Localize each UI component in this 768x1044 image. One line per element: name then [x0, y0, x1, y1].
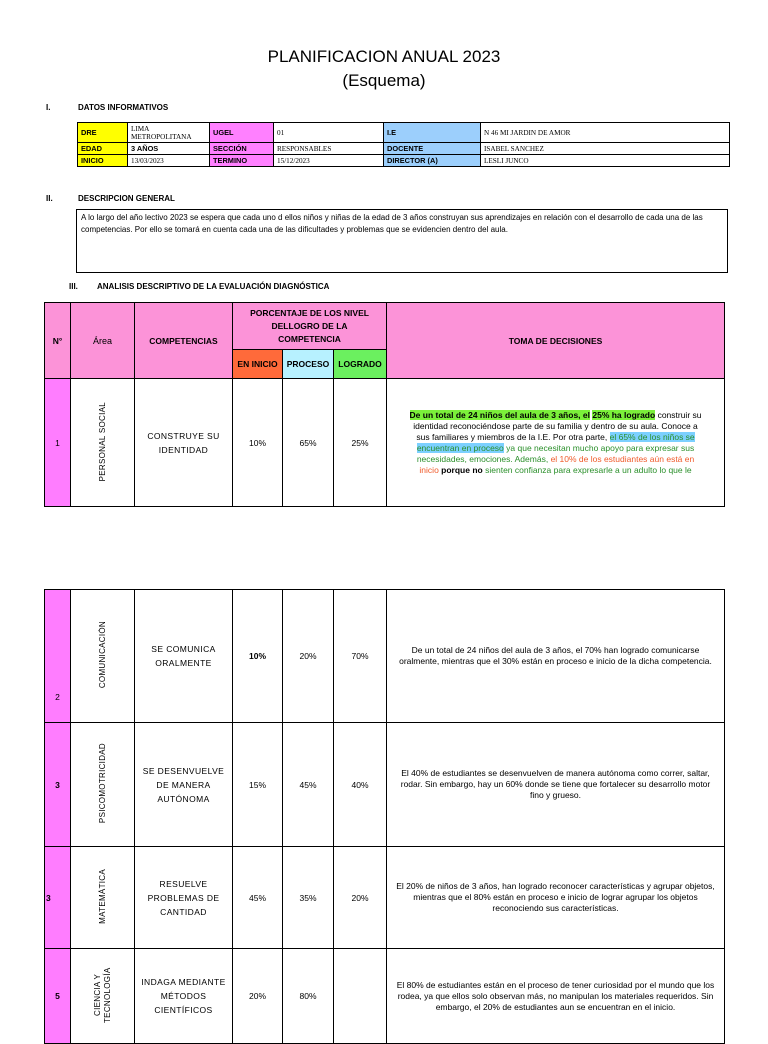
header-toma-decisiones: TOMA DE DECISIONES [387, 303, 725, 379]
datos-informativos-table [77, 122, 730, 167]
row-logrado: 20% [334, 847, 387, 949]
area-label: COMUNICACIÓN [98, 621, 107, 689]
row-num: 3 [45, 847, 71, 949]
analisis-table-2 [44, 589, 725, 1044]
header-proceso: PROCESO [283, 350, 334, 379]
row-logrado [334, 949, 387, 1044]
decision-text-green-2: sienten confianza para expresarle a un adulto lo que le [485, 464, 692, 475]
page-subtitle: (Esquema) [342, 71, 426, 90]
decision-highlight-green-2: 25% ha logrado [592, 409, 656, 420]
row-competencia: INDAGA MEDIANTE MÉTODOS CIENTÍFICOS [135, 949, 233, 1044]
row-logrado: 40% [334, 723, 387, 847]
header-logrado: LOGRADO [334, 350, 387, 379]
row-area [71, 949, 135, 1044]
decision-text: construir su identidad reconociéndose parte de su familia y dentro de su aula. Conoce a sus familiares y miembros de la I.E. Por otra parte, [413, 409, 702, 442]
table-row [45, 949, 725, 1044]
dre-label: DRE [78, 123, 128, 143]
header-en-inicio: EN INICIO [233, 350, 283, 379]
area-label: PERSONAL SOCIAL [98, 401, 107, 482]
row-competencia: SE COMUNICA ORALMENTE [135, 590, 233, 723]
inicio-value: 13/03/2023 [128, 155, 210, 167]
seccion-value: RESPONSABLES [274, 143, 384, 155]
docente-label: DOCENTE [384, 143, 481, 155]
decision-highlight-blue: el 65% de los niños se encuentran en proceso [416, 431, 695, 453]
area-label: CIENCIA Y TECNOLOGÍA [92, 967, 112, 1023]
seccion-label: SECCIÓN [210, 143, 274, 155]
section-1-label: DATOS INFORMATIVOS [78, 103, 169, 112]
row-decision: El 80% de estudiantes están en el proceso de tener curiosidad por el mundo que los rodea, ya que ellos solo observan más, no manipulan los materiales requeridos. Sin embargo, el 20% de estudiantes aun se encuentran en el inicio. [387, 949, 725, 1044]
inicio-label: INICIO [78, 155, 128, 167]
director-label: DIRECTOR (A) [384, 155, 481, 167]
row-decision: El 40% de estudiantes se desenvuelven de manera autónoma como correr, saltar, rodar. Sin embargo, hay un 60% donde se tiene que fortalecer su desarrollo motor fino y grueso. [387, 723, 725, 847]
row-competencia: CONSTRUYE SU IDENTIDAD [135, 379, 233, 507]
ie-label: I.E [384, 123, 481, 143]
row-proceso: 45% [283, 723, 334, 847]
area-label: MATEMÁTICA [98, 869, 107, 924]
termino-value: 15/12/2023 [274, 155, 384, 167]
row-proceso: 35% [283, 847, 334, 949]
row-area [71, 723, 135, 847]
section-3-label: ANALISIS DESCRIPTIVO DE LA EVALUACIÓN DIAGNÓSTICA [97, 282, 330, 291]
docente-value: ISABEL SANCHEZ [481, 143, 730, 155]
decision-highlight-green: De un total de 24 niños del aula de 3 años, el [409, 409, 590, 420]
header-num: N° [45, 303, 71, 379]
row-proceso: 80% [283, 949, 334, 1044]
row-area [71, 847, 135, 949]
row-inicio: 20% [233, 949, 283, 1044]
ugel-label: UGEL [210, 123, 274, 143]
row-decision: El 20% de niños de 3 años, han logrado reconocer características y agrupar objetos, mientras que el 80% están en proceso e inicio de lograr agrupar los objetos reconociendo sus características. [387, 847, 725, 949]
director-value: LESLI JUNCO [481, 155, 730, 167]
row-num: 2 [45, 590, 71, 723]
row-competencia: SE DESENVUELVE DE MANERA AUTÓNOMA [135, 723, 233, 847]
row-num: 5 [45, 949, 71, 1044]
descripcion-general-text: A lo largo del año lectivo 2023 se espera que cada uno d ellos niños y niñas de la edad de 3 años construyan sus aprendizajes en relación con el desarrollo de cada una de las competencias. Por ello se tomará en cuenta cada una de las dificultades y problemas que se evidencien dentro del aula. [76, 209, 728, 273]
section-1-number: I. [46, 103, 51, 112]
edad-value: 3 AÑOS [128, 143, 210, 155]
row-num: 3 [45, 723, 71, 847]
analisis-table-1 [44, 302, 725, 507]
area-label: PSICOMOTRICIDAD [98, 743, 107, 824]
row-logrado: 70% [334, 590, 387, 723]
table-row [45, 723, 725, 847]
decision-text-green: ya que necesitan mucho apoyo para expresar sus necesidades, emociones. Además, [416, 442, 695, 464]
dre-value: LIMA METROPOLITANA [128, 123, 210, 143]
section-2-label: DESCRIPCION GENERAL [78, 194, 175, 203]
header-competencias: COMPETENCIAS [135, 303, 233, 379]
decision-text-orange: el 10% de los estudiantes aún está en inicio [419, 453, 695, 475]
section-3-number: III. [69, 282, 78, 291]
header-area: Área [71, 303, 135, 379]
table-row [45, 590, 725, 723]
row-inicio: 15% [233, 723, 283, 847]
row-inicio: 10% [233, 379, 283, 507]
row-logrado: 25% [334, 379, 387, 507]
table-row [45, 847, 725, 949]
row-area [71, 379, 135, 507]
row-inicio: 45% [233, 847, 283, 949]
ie-value: N 46 MI JARDIN DE AMOR [481, 123, 730, 143]
row-inicio: 10% [233, 590, 283, 723]
table-row [45, 379, 725, 507]
page-title: PLANIFICACION ANUAL 2023 [267, 47, 501, 66]
ugel-value: 01 [274, 123, 384, 143]
row-proceso: 20% [283, 590, 334, 723]
row-proceso: 65% [283, 379, 334, 507]
row-decision [387, 379, 725, 507]
section-2-number: II. [46, 194, 53, 203]
header-porcentaje: PORCENTAJE DE LOS NIVEL DELLOGRO DE LA COMPETENCIA [233, 303, 387, 350]
row-num: 1 [45, 379, 71, 507]
row-decision: De un total de 24 niños del aula de 3 años, el 70% han logrado comunicarse oralmente, mientras que el 30% están en proceso e inicio de la dicha competencia. [387, 590, 725, 723]
row-competencia: RESUELVE PROBLEMAS DE CANTIDAD [135, 847, 233, 949]
decision-text-bold: porque no [441, 464, 483, 475]
termino-label: TERMINO [210, 155, 274, 167]
row-area [71, 590, 135, 723]
edad-label: EDAD [78, 143, 128, 155]
